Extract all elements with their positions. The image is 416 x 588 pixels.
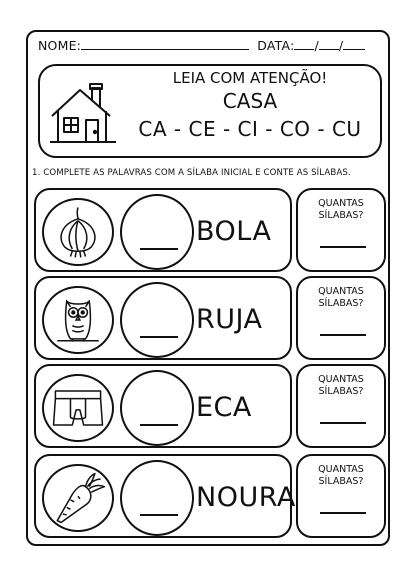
title-word: CASA	[222, 89, 278, 113]
answer-circle[interactable]	[120, 194, 194, 270]
answer-blank[interactable]	[140, 336, 178, 338]
syllable-count-box	[296, 188, 386, 272]
exercise-instruction: 1. COMPLETE AS PALAVRAS COM A SÍLABA INICIAL E CONTE AS SÍLABAS.	[32, 168, 351, 178]
count-label-line1: QUANTAS	[318, 286, 364, 297]
title-instruction: LEIA COM ATENÇÃO!	[172, 69, 328, 87]
header-line	[38, 38, 380, 58]
answer-circle[interactable]	[120, 282, 194, 358]
date-month-blank[interactable]	[319, 38, 339, 50]
syllable-count-box	[296, 276, 386, 360]
count-blank[interactable]	[320, 422, 366, 424]
date-day-blank[interactable]	[294, 38, 314, 50]
word-card	[34, 188, 292, 272]
syllable-count-box	[296, 364, 386, 448]
exercise-row	[34, 454, 386, 538]
syllable-count-box	[296, 454, 386, 538]
word-ending: NOURA	[196, 482, 296, 513]
owl-icon	[44, 288, 112, 352]
date-label: DATA:	[257, 38, 295, 53]
word-ending: ECA	[196, 392, 252, 423]
picture-circle	[42, 286, 114, 354]
exercise-row	[34, 364, 386, 448]
date-year-blank[interactable]	[343, 38, 365, 50]
word-card	[34, 364, 292, 448]
exercise-row	[34, 188, 386, 272]
answer-circle[interactable]	[120, 370, 194, 446]
word-ending: RUJA	[196, 304, 263, 335]
answer-blank[interactable]	[140, 248, 178, 250]
carrot-icon	[44, 466, 112, 530]
count-label-line2: SÍLABAS?	[318, 210, 364, 221]
answer-circle[interactable]	[120, 460, 194, 536]
count-label-line1: QUANTAS	[318, 198, 364, 209]
count-label	[298, 464, 384, 488]
count-blank[interactable]	[320, 246, 366, 248]
count-label-line1: QUANTAS	[318, 464, 364, 475]
count-label	[298, 374, 384, 398]
answer-blank[interactable]	[140, 424, 178, 426]
word-card	[34, 276, 292, 360]
date-separator: /	[338, 38, 344, 53]
count-label	[298, 198, 384, 222]
house-icon	[48, 80, 118, 150]
count-label	[298, 286, 384, 310]
count-blank[interactable]	[320, 512, 366, 514]
count-label-line2: SÍLABAS?	[318, 298, 364, 309]
word-ending: BOLA	[196, 216, 272, 247]
picture-circle	[42, 374, 114, 442]
onion-icon	[44, 200, 112, 264]
word-card	[34, 454, 296, 538]
count-label-line2: SÍLABAS?	[318, 476, 364, 487]
name-label: NOME:	[38, 38, 82, 53]
worksheet	[26, 30, 390, 546]
title-text	[122, 68, 378, 144]
exercise-row	[34, 276, 386, 360]
picture-circle	[42, 464, 114, 532]
syllable-list: CA - CE - CI - CO - CU	[138, 117, 362, 141]
count-blank[interactable]	[320, 334, 366, 336]
count-label-line2: SÍLABAS?	[318, 386, 364, 397]
title-box	[38, 64, 382, 158]
count-label-line1: QUANTAS	[318, 374, 364, 385]
underwear-icon	[44, 376, 112, 440]
answer-blank[interactable]	[140, 514, 178, 516]
name-blank[interactable]	[81, 38, 249, 50]
date-separator: /	[314, 38, 319, 53]
picture-circle	[42, 198, 114, 266]
